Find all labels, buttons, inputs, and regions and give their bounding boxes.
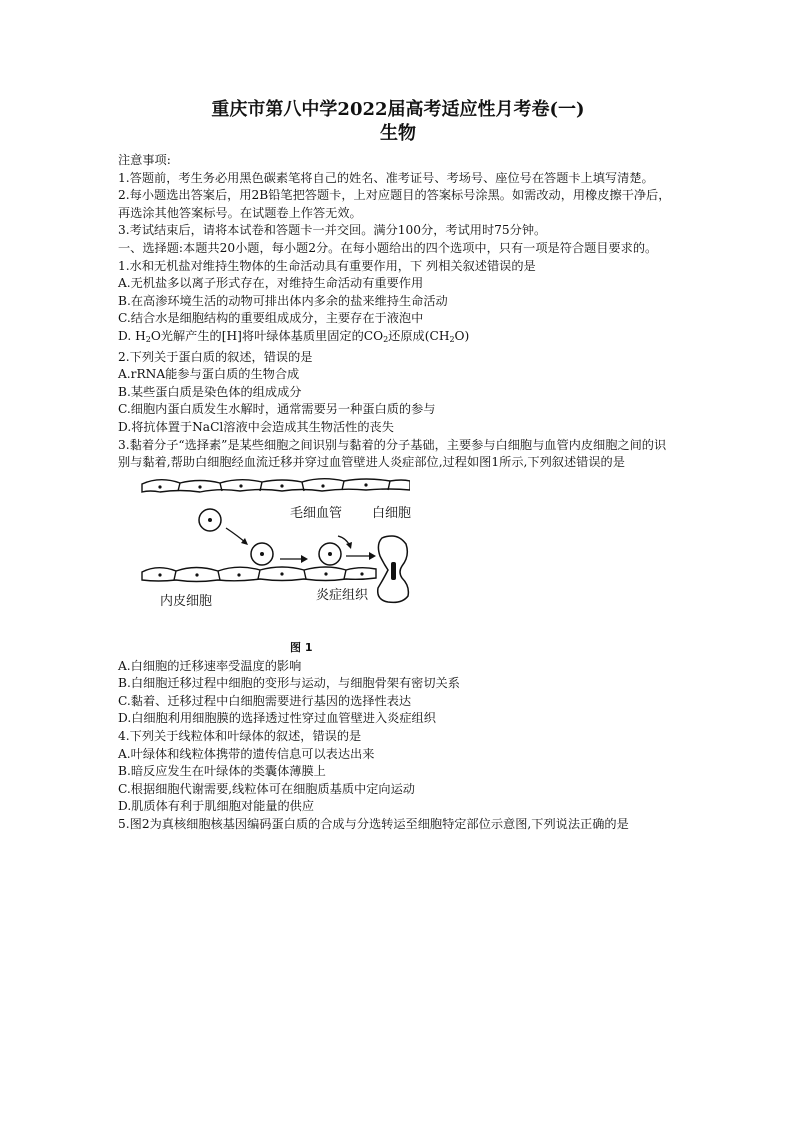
q1-d-part: O光解产生的[H]将叶绿体基质里固定的CO bbox=[150, 328, 384, 343]
note-item-1: 1.答题前，考生务必用黑色碳素笔将自己的姓名、准考证号、考场号、座位号在答题卡上填写清楚。 bbox=[118, 170, 654, 185]
note-item-3: 3.考试结束后，请将本试卷和答题卡一并交回。满分100分，考试用时75分钟。 bbox=[118, 223, 547, 238]
q4-stem: 4.下列关于线粒体和叶绿体的叙述，错误的是 bbox=[118, 729, 362, 744]
q2-stem: 2.下列关于蛋白质的叙述，错误的是 bbox=[118, 349, 313, 364]
q1-d-part: 还原成(CH bbox=[388, 328, 450, 343]
exam-title: 重庆市第八中学2022届高考适应性月考卷(一) bbox=[211, 99, 585, 120]
q4-option-d: D.肌质体有利于肌细胞对能量的供应 bbox=[118, 799, 315, 814]
exam-page bbox=[118, 98, 678, 834]
q3-option-d: D.白细胞利用细胞膜的选择透过性穿过血管壁进入炎症组织 bbox=[118, 711, 436, 726]
q2-option-a: A.rRNA能参与蛋白质的生物合成 bbox=[118, 367, 300, 382]
q2-option-d: D.将抗体置于NaCl溶液中会造成其生物活性的丧失 bbox=[118, 419, 394, 434]
notes-heading: 注意事项: bbox=[118, 153, 171, 167]
q2-option-b: B.某些蛋白质是染色体的组成成分 bbox=[118, 384, 302, 399]
q4-option-c: C.根据细胞代谢需要,线粒体可在细胞质基质中定向运动 bbox=[118, 781, 415, 796]
label-endothelial: 内皮细胞 bbox=[160, 593, 213, 609]
q1-d-sub: 2 bbox=[383, 334, 389, 344]
label-capillary: 毛细血管 bbox=[290, 505, 343, 521]
q1-d-part: O) bbox=[454, 328, 470, 343]
q5-stem: 5.图2为真核细胞核基因编码蛋白质的合成与分选转运至细胞特定部位示意图,下列说法正确的是 bbox=[118, 817, 629, 832]
label-leukocyte: 白细胞 bbox=[372, 505, 412, 521]
q1-d-part: D. H bbox=[118, 328, 146, 343]
q1-option-a: A.无机盐多以离子形式存在，对维持生命活动有重要作用 bbox=[118, 276, 424, 291]
q1-option-b: B.在高渗环境生活的动物可排出体内多余的盐来维持生命活动 bbox=[118, 293, 448, 308]
q1-d-sub: 2 bbox=[145, 334, 151, 344]
q3-stem: 3.黏着分子“选择素”是某些细胞之间识别与黏着的分子基础，主要参与白细胞与血管内皮细胞之间的识别与黏着,帮助白细胞经血流迁移并穿过血管壁进人炎症部位,过程如图1所示,下列叙述错误的是 bbox=[118, 437, 667, 470]
upper-vessel-wall bbox=[142, 478, 410, 491]
q1-stem: 1.水和无机盐对维持生物体的生命活动具有重要作用，下 列相关叙述错误的是 bbox=[118, 258, 536, 273]
label-inflamed-tissue: 炎症组织 bbox=[316, 587, 369, 603]
lower-vessel-wall bbox=[142, 567, 376, 582]
q1-option-c: C.结合水是细胞结构的重要组成成分，主要存在于液泡中 bbox=[118, 311, 424, 326]
q1-option-d bbox=[118, 328, 678, 349]
figure-1-caption: 图 1 bbox=[290, 640, 313, 654]
q3-option-c: C.黏着、迁移过程中白细胞需要进行基因的选择性表达 bbox=[118, 693, 412, 708]
exam-subject: 生物 bbox=[380, 123, 416, 144]
q3-option-b: B.白细胞迁移过程中细胞的变形与运动，与细胞骨架有密切关系 bbox=[118, 676, 460, 691]
note-item-2: 2.每小题选出答案后，用2B铅笔把答题卡，上对应题目的答案标号涂黑。如需改动，用橡皮擦干净后，再选涂其他答案标号。在试题卷上作答无效。 bbox=[118, 188, 671, 220]
figure-1-diagram bbox=[140, 476, 410, 638]
q3-option-a: A.白细胞的迁移速率受温度的影响 bbox=[118, 658, 302, 673]
q4-option-b: B.暗反应发生在叶绿体的类囊体薄膜上 bbox=[118, 764, 326, 779]
q2-option-c: C.细胞内蛋白质发生水解时，通常需要另一种蛋白质的参与 bbox=[118, 402, 436, 417]
q4-option-a: A.叶绿体和线粒体携带的遗传信息可以表达出来 bbox=[118, 746, 375, 761]
section-heading: 一、选择题:本题共20小题，每小题2分。在每小题给出的四个选项中，只有一项是符合题目要求的。 bbox=[118, 240, 658, 255]
q1-d-sub: 2 bbox=[449, 334, 455, 344]
